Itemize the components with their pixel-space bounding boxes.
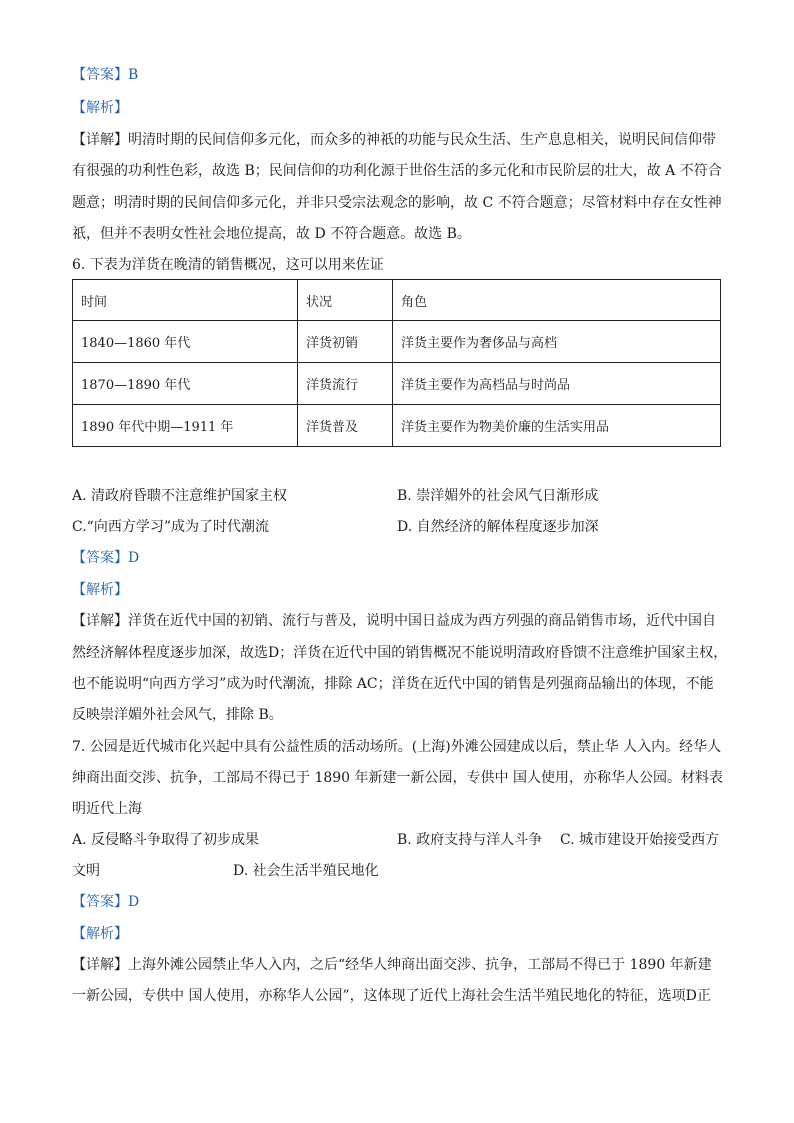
q6-detail-line: 然经济解体程度逐步加深，故选D；洋货在近代中国的销售概况不能说明清政府昏馈不注意维护国家主权，	[72, 645, 728, 661]
q5-detail-line: 题意；明清时期的民间信仰多元化，并非只受宗法观念的影响，故 C 不符合题意；尽管材料中存在女性神	[72, 195, 722, 211]
q6-option-a: A. 清政府昏聩不注意维护国家主权	[72, 488, 288, 504]
q5-detail-line: 有很强的功利性色彩，故选 B；民间信仰的功利化源于世俗生活的多元化和市民阶层的壮大，故 A 不符合	[72, 163, 722, 179]
q6-option-b: B. 崇洋媚外的社会风气日渐形成	[397, 488, 599, 504]
q7-option-a: A. 反侵略斗争取得了初步成果	[72, 832, 260, 848]
q7-option-d: D. 社会生活半殖民地化	[233, 863, 379, 879]
table-cell: 1840—1860 年代	[73, 321, 298, 363]
table-cell: 洋货主要作为高档品与时尚品	[393, 363, 721, 405]
table-cell: 洋货主要作为物美价廉的生活实用品	[393, 405, 721, 447]
q5-answer: 【答案】B	[72, 67, 139, 83]
q6-detail-line: 也不能说明“向西方学习”成为时代潮流，排除 AC；洋货在近代中国的销售是列强商品输出的体现，不能	[72, 676, 714, 692]
q6-stem: 6. 下表为洋货在晚清的销售概况，这可以用来佐证	[72, 257, 384, 273]
table-header-cell: 状况	[298, 280, 393, 321]
q6-detail-line: 反映崇洋媚外社会风气，排除 B。	[72, 707, 283, 723]
table-header-cell: 时间	[73, 280, 298, 321]
q6-option-d: D. 自然经济的解体程度逐步加深	[397, 519, 599, 535]
q7-option-c: C. 城市建设开始接受西方	[560, 832, 720, 848]
table-row	[73, 363, 721, 405]
q7-analysis-label: 【解析】	[72, 926, 128, 942]
q7-stem-line: 绅商出面交涉、抗争，工部局不得已于 1890 年新建一新公园，专供中 国人使用，亦称华人公园。材料表	[72, 770, 723, 786]
q7-detail-line: 一新公园，专供中 国人使用，亦称华人公园”，这体现了近代上海社会生活半殖民地化的特征，选项D正	[72, 988, 711, 1004]
q7-answer: 【答案】D	[72, 894, 140, 910]
q6-option-c: C.“向西方学习”成为了时代潮流	[72, 519, 269, 535]
table-cell: 洋货流行	[298, 363, 393, 405]
q7-stem-line: 明近代上海	[72, 801, 142, 817]
q7-detail-line: 【详解】上海外滩公园禁止华人入内，之后“经华人绅商出面交涉、抗争，工部局不得已于 1890 年新建	[72, 957, 712, 973]
table-header-cell: 角色	[393, 280, 721, 321]
q5-detail-line: 【详解】明清时期的民间信仰多元化，而众多的神祇的功能与民众生活、生产息息相关，说明民间信仰带	[72, 132, 716, 148]
table-cell: 1870—1890 年代	[73, 363, 298, 405]
q6-analysis-label: 【解析】	[72, 582, 128, 598]
q7-option-b: B. 政府支持与洋人斗争	[397, 832, 543, 848]
table-cell: 1890 年代中期—1911 年	[73, 405, 298, 447]
q6-detail-line: 【详解】洋货在近代中国的初销、流行与普及，说明中国日益成为西方列强的商品销售市场，近代中国自	[72, 613, 716, 629]
table-header-row	[73, 280, 721, 321]
table-cell: 洋货初销	[298, 321, 393, 363]
q5-detail-line: 祇，但并不表明女性社会地位提高，故 D 不符合题意。故选 B。	[72, 226, 471, 242]
table-cell: 洋货普及	[298, 405, 393, 447]
q6-table	[72, 279, 721, 447]
q6-answer: 【答案】D	[72, 550, 140, 566]
q7-stem-line: 7. 公园是近代城市化兴起中具有公益性质的活动场所。(上海)外滩公园建成以后，禁止华 人入内。经华人	[72, 739, 722, 755]
table-row	[73, 405, 721, 447]
q5-analysis-label: 【解析】	[72, 100, 128, 116]
table-cell: 洋货主要作为奢侈品与高档	[393, 321, 721, 363]
table-row	[73, 321, 721, 363]
q7-option-c-continued: 文明	[72, 863, 100, 879]
